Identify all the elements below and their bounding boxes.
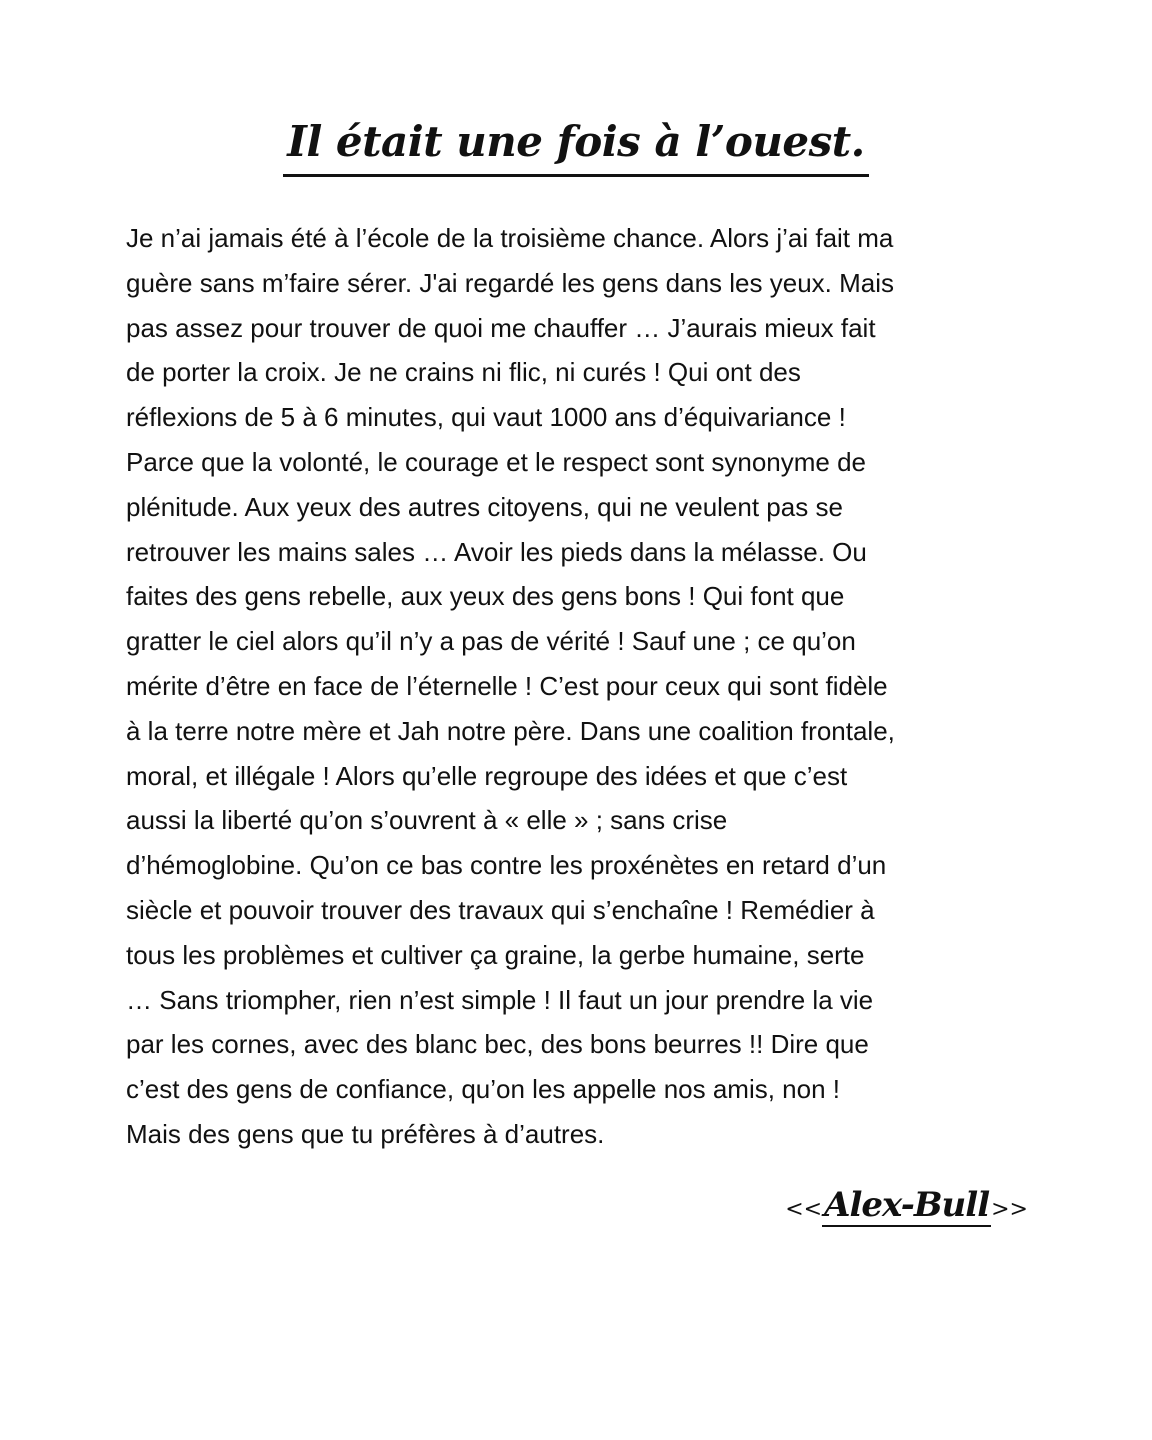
body-line: Mais des gens que tu préfères à d’autres. [126,1118,605,1149]
document-title-text: Il était une fois à l’ouest. [283,112,869,177]
body-line: Je n’ai jamais été à l’école de la troisième chance. Alors j’ai fait ma [126,223,894,253]
signature [785,1180,1028,1235]
body-line: guère sans m’faire sérer. J'ai regardé les gens dans les yeux. Mais [126,267,895,298]
body-line: mérite d’être en face de l’éternelle ! C’est pour ceux qui sont fidèle [126,670,888,701]
signature-open-bracket: << [785,1197,823,1222]
body-line: pas assez pour trouver de quoi me chauffer … J’aurais mieux fait [126,312,876,343]
signature-close-bracket: >> [991,1197,1028,1222]
body-line: tous les problèmes et cultiver ça graine, la gerbe humaine, serte [126,939,865,970]
document-title [0,112,1152,177]
body-paragraph [126,216,1031,1157]
body-line: d’hémoglobine. Qu’on ce bas contre les proxénètes en retard d’un [126,850,887,881]
body-line: c’est des gens de confiance, qu’on les appelle nos amis, non ! [126,1074,841,1105]
body-line: moral, et illégale ! Alors qu’elle regroupe des idées et que c’est [126,760,848,791]
body-line: siècle et pouvoir trouver des travaux qui s’enchaîne ! Remédier à [126,894,875,925]
body-line: … Sans triompher, rien n’est simple ! Il faut un jour prendre la vie [126,984,874,1015]
body-line: faites des gens rebelle, aux yeux des gens bons ! Qui font que [126,581,845,612]
signature-name: Alex-Bull [824,1185,990,1225]
body-line: de porter la croix. Je ne crains ni flic, ni curés ! Qui ont des [126,357,801,388]
body-line: gratter le ciel alors qu’il n’y a pas de vérité ! Sauf une ; ce qu’on [126,626,856,657]
body-line: par les cornes, avec des blanc bec, des bons beurres !! Dire que [126,1029,869,1060]
body-line: à la terre notre mère et Jah notre père. Dans une coalition frontale, [126,715,895,746]
body-line: aussi la liberté qu’on s’ouvrent à « elle » ; sans crise [126,805,728,836]
body-line: Parce que la volonté, le courage et le respect sont synonyme de [126,446,866,477]
body-line: retrouver les mains sales … Avoir les pieds dans la mélasse. Ou [126,536,867,567]
body-line: réflexions de 5 à 6 minutes, qui vaut 1000 ans d’équivariance ! [126,402,846,433]
body-line: plénitude. Aux yeux des autres citoyens, qui ne veulent pas se [126,491,843,522]
